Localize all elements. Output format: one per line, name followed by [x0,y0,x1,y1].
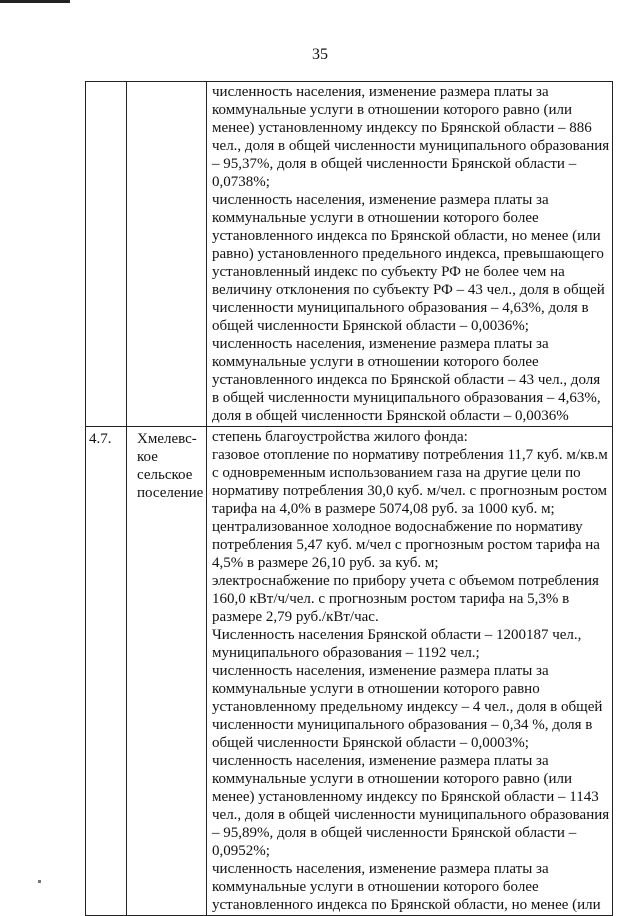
text-line: потребления 5,47 куб. м/чел с прогнозным ростом тарифа на [212,537,600,553]
text-line: коммунальные услуги в отношении которого равно (или [212,102,572,118]
text-line: 160,0 кВт/ч/чел. с прогнозным ростом тарифа на 5,3% в [212,591,570,607]
description-cell [207,82,613,427]
row-number: 4.7. [89,431,112,447]
text-line: численность населения, изменение размера платы за [212,192,549,208]
text-line: менее) установленному индексу по Брянской области – 1143 [212,789,599,805]
text-line: коммунальные услуги в отношении которого более [212,879,539,895]
table-row-4-7 [86,427,613,916]
settlement-name [127,82,206,85]
settlement-name-cell [127,427,207,916]
row-number-cell [86,427,127,916]
description-text [207,427,612,915]
text-line: – 95,37%, доля в общей численности Брянской области – [212,156,577,172]
text-line: Численность населения Брянской области – 1200187 чел., [212,627,582,643]
text-line: чел., доля в общей численности муниципального образования [212,807,610,823]
document-table [85,81,613,916]
text-line: численности муниципального образования – 0,34 %, доля в [212,717,593,733]
text-line: с одновременным использованием газа на другие цели по [212,465,581,481]
text-line: численность населения, изменение размера платы за [212,84,549,100]
text-line: установленного индекса по Брянской области, но менее (или [212,897,601,913]
table-row-continued [86,82,613,427]
text-line: общей численности Брянской области – 0,0003%; [212,735,529,751]
text-line: численность населения, изменение размера платы за [212,663,549,679]
row-number-cell [86,82,127,427]
text-line: численность населения, изменение размера платы за [212,336,549,352]
settlement-name [127,427,206,502]
text-line: – 95,89%, доля в общей численности Брянской области – [212,825,577,841]
text-line: 0,0952%; [212,843,270,859]
text-line: установленный индекс по субъекту РФ не более чем на [212,264,565,280]
text-line: равно) установленного предельного индекса, превышающего [212,246,604,262]
text-line: электроснабжение по прибору учета с объемом потребления [212,573,599,589]
text-line: коммунальные услуги в отношении которого более [212,354,539,370]
text-line: общей численности Брянской области – 0,0036%; [212,318,529,334]
row-number [86,82,126,85]
settlement-name-line: кое [137,449,158,465]
text-line: доля в общей численности Брянской области – 0,0036% [212,408,569,424]
text-line: муниципального образования – 1192 чел.; [212,645,480,661]
text-line: менее) установленному индексу по Брянской области – 886 [212,120,592,136]
text-line: установленного индекса по Брянской области – 43 чел., доля [212,372,601,388]
text-line: газовое отопление по нормативу потребления 11,7 куб. м/кв.м [212,447,608,463]
description-text [207,82,612,426]
text-line: централизованное холодное водоснабжение по нормативу [212,519,583,535]
text-line: численность населения, изменение размера платы за [212,753,549,769]
text-line: численность населения, изменение размера платы за [212,861,549,877]
text-line: коммунальные услуги в отношении которого равно [212,681,540,697]
description-cell [207,427,613,916]
text-line: размере 2,79 руб./кВт/час. [212,609,379,625]
text-line: чел., доля в общей численности муниципального образования [212,138,610,154]
header-rule [0,0,70,3]
text-line: установленному предельному индексу – 4 чел., доля в общей [212,699,603,715]
page-number: 35 [312,46,328,63]
text-line: нормативу потребления 30,0 куб. м/чел. с прогнозным ростом [212,483,608,499]
text-line: в общей численности муниципального образования – 4,63%, [212,390,601,406]
text-line: коммунальные услуги в отношении которого равно (или [212,771,572,787]
text-line: величину отклонения по субъекту РФ – 43 чел., доля в общей [212,282,605,298]
text-line: 4,5% в размере 26,10 руб. за куб. м; [212,555,439,571]
text-line: тарифа на 4,0% в размере 5074,08 руб. за 1000 куб. м; [212,501,555,517]
settlement-name-line: Хмелевс- [137,431,197,447]
text-line: установленного индекса по Брянской области, но менее (или [212,228,601,244]
settlement-name-cell [127,82,207,427]
text-line: степень благоустройства жилого фонда: [212,429,468,445]
text-line: численности муниципального образования – 4,63%, доля в [212,300,589,316]
text-line: коммунальные услуги в отношении которого более [212,210,539,226]
settlement-name-line: сельское [137,467,193,483]
settlement-name-line: поселение [137,485,204,501]
text-line: 0,0738%; [212,174,270,190]
scan-speck [38,880,41,883]
